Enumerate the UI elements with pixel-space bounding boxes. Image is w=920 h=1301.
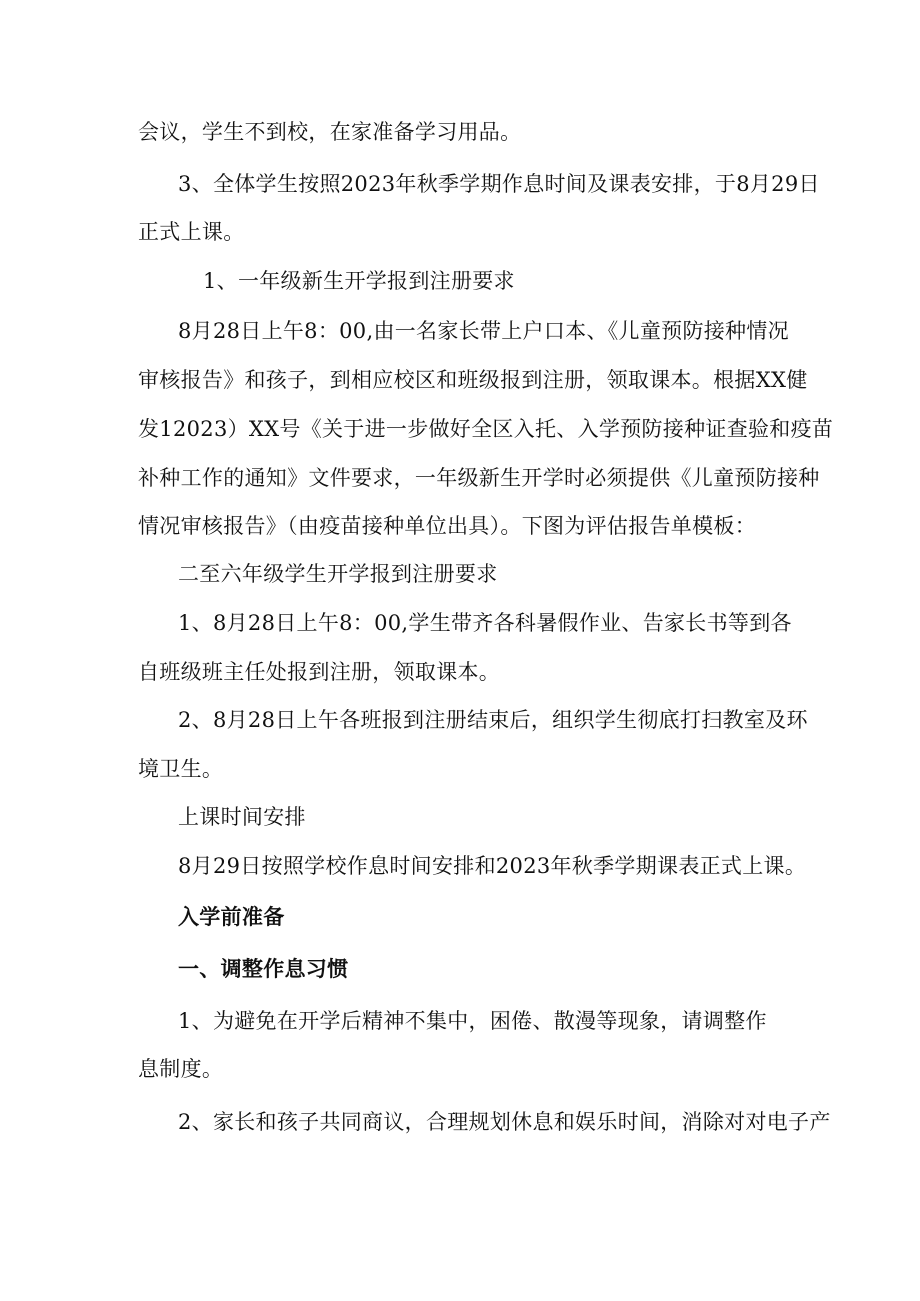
text-line: 息制度。	[138, 1057, 224, 1081]
text-line: 情况审核报告》（由疫苗接种单位出具）。下图为评估报告单模板：	[138, 514, 756, 538]
text-line: 2、8月28日上午各班报到注册结束后，组织学生彻底打扫教室及环	[178, 708, 808, 732]
section-heading-bold: 入学前准备	[178, 904, 285, 929]
section-heading-bold: 一、调整作息习惯	[178, 956, 349, 981]
text-line: 1、8月28日上午8：00,学生带齐各科暑假作业、告家长书等到各	[178, 611, 792, 635]
text-line: 8月29日按照学校作息时间安排和2023年秋季学期课表正式上课。	[178, 854, 807, 878]
text-line: 境卫生。	[138, 757, 224, 781]
text-line: 审核报告》和孩子，到相应校区和班级报到注册，领取课本。根据XX健	[138, 368, 808, 392]
text-line: 8月28日上午8：00,由一名家长带上户口本、《儿童预防接种情况	[178, 319, 789, 343]
section-heading: 二至六年级学生开学报到注册要求	[178, 562, 498, 586]
text-line: 1、为避免在开学后精神不集中，困倦、散漫等现象，请调整作	[178, 1009, 767, 1033]
text-line: 发12023）XX号《关于进一步做好全区入托、入学预防接种证查验和疫苗	[138, 417, 834, 441]
text-line: 正式上课。	[138, 220, 245, 244]
text-line: 2、家长和孩子共同商议，合理规划休息和娱乐时间，消除对对电子产	[178, 1110, 831, 1134]
text-line: 3、全体学生按照2023年秋季学期作息时间及课表安排，于8月29日	[178, 172, 820, 196]
section-heading: 上课时间安排	[178, 805, 306, 829]
text-line: 补种工作的通知》文件要求，一年级新生开学时必须提供《儿童预防接种	[138, 466, 820, 490]
text-line: 会议，学生不到校，在家准备学习用品。	[138, 120, 522, 144]
section-heading: 1、一年级新生开学报到注册要求	[203, 269, 515, 293]
text-line: 自班级班主任处报到注册，领取课本。	[138, 660, 501, 684]
